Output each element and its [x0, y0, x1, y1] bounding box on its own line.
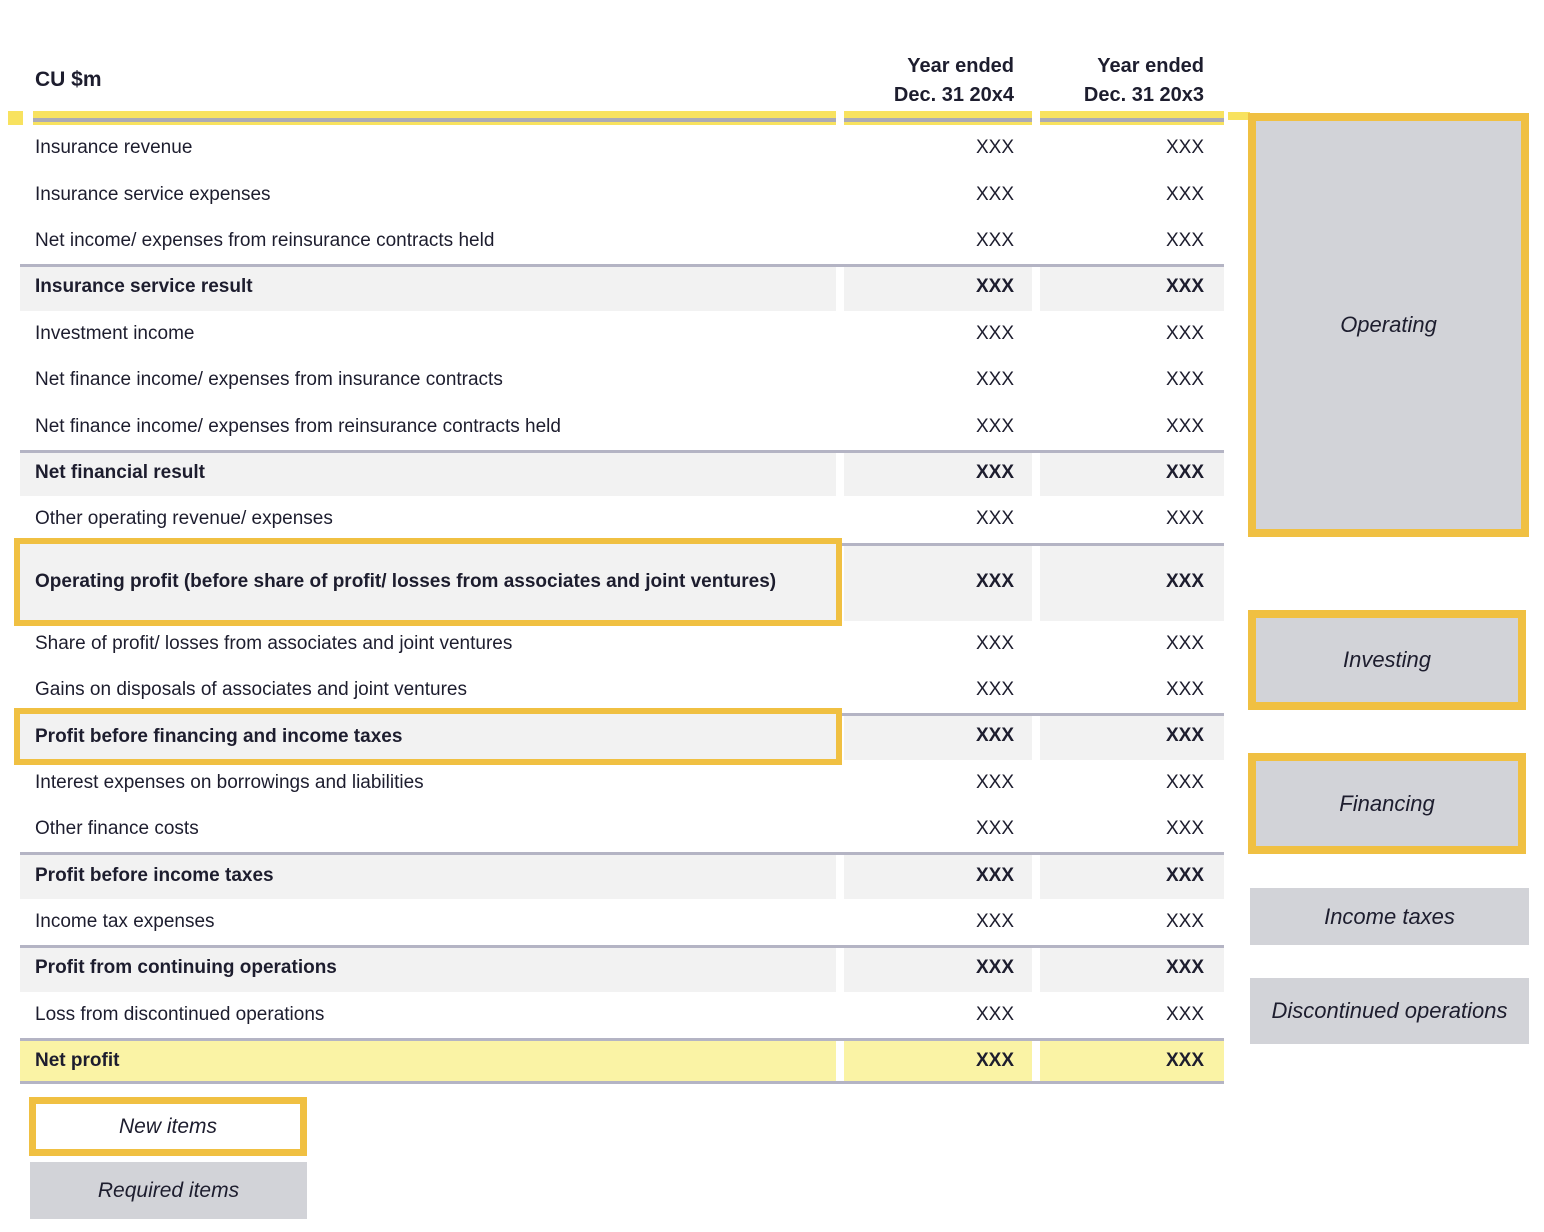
row-value-20x4: XXX — [975, 183, 1014, 205]
column-header-20x4-line1: Year ended — [907, 55, 1014, 77]
table-row — [0, 218, 1224, 264]
row-value-20x4: XXX — [975, 322, 1014, 344]
row-label: Net finance income/ expenses from reinsurance contracts held — [35, 415, 561, 437]
table-row — [0, 171, 1224, 217]
row-label: Net profit — [35, 1050, 120, 1072]
row-value-20x4: XXX — [975, 864, 1014, 886]
row-value-20x3: XXX — [1165, 1050, 1204, 1072]
row-value-20x3: XXX — [1165, 957, 1204, 979]
legend-new-items-text: New items — [118, 1114, 218, 1138]
row-value-20x3: XXX — [1165, 911, 1204, 933]
row-value-20x4: XXX — [975, 911, 1014, 933]
side-label-operating — [1248, 113, 1529, 537]
header-rule-label-segment — [33, 111, 836, 125]
row-value-20x4: XXX — [975, 679, 1014, 701]
legend-required-items — [30, 1162, 307, 1219]
header-rule-col2-segment — [1040, 111, 1224, 125]
row-value-20x4: XXX — [975, 570, 1014, 592]
row-value-20x3: XXX — [1165, 818, 1204, 840]
side-label-income-taxes — [1250, 888, 1529, 945]
row-value-20x3: XXX — [1165, 229, 1204, 251]
side-label-operating-text: Operating — [1340, 312, 1437, 338]
row-value-20x3: XXX — [1165, 415, 1204, 437]
row-value-20x3: XXX — [1165, 679, 1204, 701]
row-value-20x3: XXX — [1165, 461, 1204, 483]
table-row — [0, 264, 1224, 310]
table-row — [0, 992, 1224, 1038]
row-value-20x4: XXX — [975, 415, 1014, 437]
row-label: Other operating revenue/ expenses — [35, 508, 333, 530]
row-value-20x3: XXX — [1165, 508, 1204, 530]
row-label: Loss from discontinued operations — [35, 1003, 325, 1025]
header-rule-connector — [1228, 112, 1250, 120]
table-row — [0, 125, 1224, 171]
row-value-20x4: XXX — [975, 632, 1014, 654]
legend-required-items-text: Required items — [97, 1178, 240, 1202]
row-value-20x4: XXX — [975, 1003, 1014, 1025]
row-label: Net finance income/ expenses from insurance contracts — [35, 369, 503, 391]
table-row — [0, 311, 1224, 357]
side-label-investing-text: Investing — [1342, 647, 1432, 673]
table-row — [0, 403, 1224, 449]
header-rule-col1-segment — [844, 111, 1032, 125]
column-header-20x4-line2: Dec. 31 20x4 — [893, 84, 1014, 106]
row-value-20x3: XXX — [1165, 570, 1204, 592]
table-row — [0, 667, 1224, 713]
row-value-20x3: XXX — [1165, 725, 1204, 747]
row-value-20x4: XXX — [975, 957, 1014, 979]
row-value-20x3: XXX — [1165, 864, 1204, 886]
row-label-band — [20, 1041, 836, 1081]
row-label: Gains on disposals of associates and joint ventures — [35, 679, 467, 701]
header-rule-square — [8, 111, 23, 125]
table-row — [0, 713, 1224, 759]
column-header-20x3-line2: Dec. 31 20x3 — [1083, 84, 1204, 106]
row-value-20x3: XXX — [1165, 1003, 1204, 1025]
row-label: Profit before income taxes — [35, 864, 274, 886]
row-value-20x3: XXX — [1165, 137, 1204, 159]
side-label-financing — [1248, 753, 1526, 854]
side-label-discontinued-operations-text: Discontinued operations — [1271, 998, 1508, 1024]
row-value-20x4: XXX — [975, 725, 1014, 747]
row-value-20x3: XXX — [1165, 369, 1204, 391]
table-row — [0, 543, 1224, 621]
row-value-20x4: XXX — [975, 1050, 1014, 1072]
statement-table — [0, 125, 1224, 1084]
row-value-20x4: XXX — [975, 818, 1014, 840]
row-label: Insurance service expenses — [35, 183, 271, 205]
row-value-20x4: XXX — [975, 137, 1014, 159]
row-value-20x3: XXX — [1165, 183, 1204, 205]
side-label-discontinued-operations — [1250, 978, 1529, 1044]
table-row — [0, 899, 1224, 945]
row-label: Interest expenses on borrowings and liabilities — [35, 771, 424, 793]
table-row — [0, 496, 1224, 542]
table-row — [0, 621, 1224, 667]
currency-unit-label: CU $m — [35, 68, 102, 91]
row-label: Operating profit (before share of profit/ losses from associates and joint ventures) — [14, 538, 842, 626]
row-label: Insurance service result — [35, 276, 253, 298]
side-label-income-taxes-text: Income taxes — [1324, 903, 1455, 929]
table-row — [0, 450, 1224, 496]
legend-new-items — [29, 1097, 307, 1156]
row-label: Income tax expenses — [35, 911, 215, 933]
row-label: Profit before financing and income taxes — [14, 708, 842, 764]
row-value-20x4: XXX — [975, 508, 1014, 530]
table-row — [0, 806, 1224, 852]
row-label: Share of profit/ losses from associates and joint ventures — [35, 632, 513, 654]
row-value-20x3: XXX — [1165, 771, 1204, 793]
row-label: Other finance costs — [35, 818, 199, 840]
column-header-20x3-line1: Year ended — [1097, 55, 1204, 77]
column-header-20x3 — [1040, 52, 1204, 110]
table-row — [0, 357, 1224, 403]
side-label-investing — [1248, 610, 1526, 710]
table-row — [0, 1038, 1224, 1084]
row-value-20x3: XXX — [1165, 322, 1204, 344]
row-label: Profit from continuing operations — [35, 957, 337, 979]
row-label: Net income/ expenses from reinsurance contracts held — [35, 229, 495, 251]
column-header-20x4 — [844, 52, 1014, 110]
table-row — [0, 945, 1224, 991]
row-value-20x3: XXX — [1165, 276, 1204, 298]
row-label: Net financial result — [35, 461, 205, 483]
side-label-financing-text: Financing — [1339, 790, 1435, 816]
table-row — [0, 852, 1224, 898]
row-value-20x4: XXX — [975, 771, 1014, 793]
row-label: Investment income — [35, 322, 195, 344]
row-value-20x3: XXX — [1165, 632, 1204, 654]
row-value-20x4: XXX — [975, 369, 1014, 391]
table-row — [0, 760, 1224, 806]
row-value-20x4: XXX — [975, 229, 1014, 251]
row-value-20x4: XXX — [975, 461, 1014, 483]
row-label: Insurance revenue — [35, 137, 193, 159]
row-value-20x4: XXX — [975, 276, 1014, 298]
